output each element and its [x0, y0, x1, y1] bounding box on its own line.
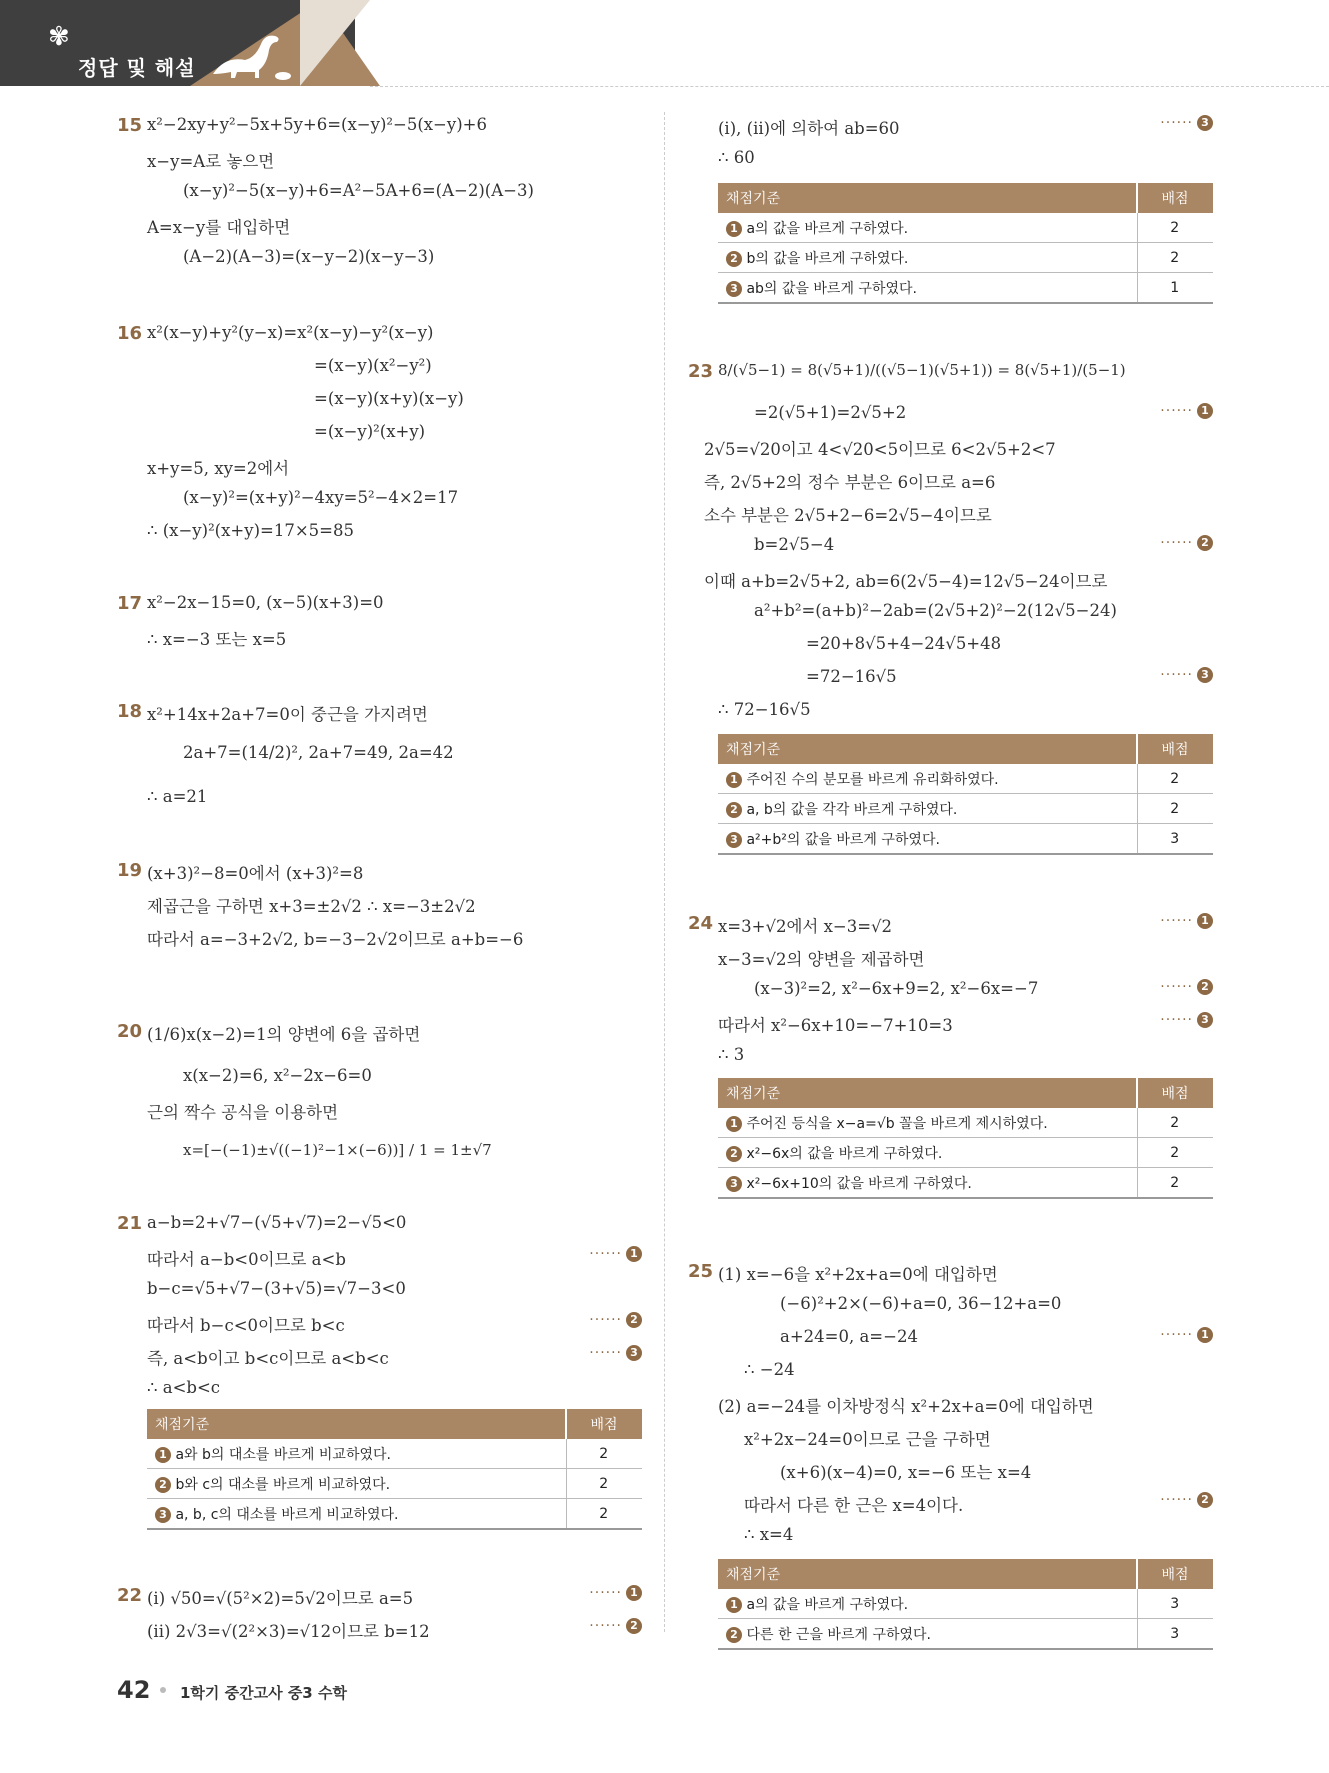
step-number-icon: 1	[726, 772, 742, 788]
step-marker: ······ 2	[1160, 1492, 1213, 1508]
step-marker: ······ 2	[589, 1312, 642, 1328]
solution-line: ∴ x=−3 또는 x=5	[147, 630, 287, 649]
solution-line: ∴ (x−y)²(x+y)=17×5=85	[147, 521, 354, 540]
step-number-icon: 2	[726, 802, 742, 818]
solution-line: =20+8√5+4−24√5+48	[806, 634, 1002, 653]
solution-line: x=[−(−1)±√((−1)²−1×(−6))] / 1 = 1±√7	[183, 1141, 492, 1159]
problem-number: 21	[117, 1213, 143, 1234]
solution-line: ∴ −24	[744, 1360, 795, 1379]
header-title: 정답 및 해설	[78, 56, 196, 80]
table-row: 3 a, b, c의 대소를 바르게 비교하였다. 2	[147, 1499, 642, 1530]
footer-separator	[160, 1687, 166, 1693]
solution-line: 따라서 다른 한 근은 x=4이다.	[744, 1496, 964, 1515]
scoring-table	[147, 1409, 642, 1530]
step-marker: ······ 3	[589, 1345, 642, 1361]
table-row: 2 다른 한 근을 바르게 구하였다. 3	[718, 1619, 1213, 1650]
solution-line: x²+2x−24=0이므로 근을 구하면	[744, 1430, 991, 1449]
step-number-icon: 2	[1197, 1492, 1213, 1508]
solution-line: (1) x=−6을 x²+2x+a=0에 대입하면	[718, 1265, 998, 1284]
step-number-icon: 1	[626, 1585, 642, 1601]
solution-line: 따라서 x²−6x+10=−7+10=3	[718, 1016, 953, 1035]
solution-line: x²+14x+2a+7=0이 중근을 가지려면	[147, 705, 428, 724]
criteria-header: 채점기준	[718, 1559, 1137, 1589]
step-marker: ······ 2	[1160, 535, 1213, 551]
step-number-icon: 3	[1197, 667, 1213, 683]
solution-line: b−c=√5+√7−(3+√5)=√7−3<0	[147, 1279, 406, 1298]
problem-number: 18	[117, 701, 143, 722]
solution-line: 소수 부분은 2√5+2−6=2√5−4이므로	[704, 506, 992, 525]
step-number-icon: 1	[1197, 403, 1213, 419]
solution-line: 제곱근을 구하면 x+3=±2√2 ∴ x=−3±2√2	[147, 897, 476, 916]
step-marker: ······ 3	[1160, 1012, 1213, 1028]
table-row: 2 b와 c의 대소를 바르게 비교하였다. 2	[147, 1469, 642, 1499]
step-number-icon: 1	[1197, 913, 1213, 929]
criteria-header: 채점기준	[718, 183, 1137, 213]
step-marker: ······ 1	[1160, 913, 1213, 929]
header-divider	[370, 86, 1329, 87]
problem-number: 23	[688, 361, 714, 382]
solution-line: =(x−y)²(x+y)	[314, 422, 426, 441]
step-marker: ······ 2	[589, 1618, 642, 1634]
step-number-icon: 1	[726, 1116, 742, 1132]
solution-line: =2(√5+1)=2√5+2	[754, 403, 907, 422]
solution-line: b=2√5−4	[754, 535, 835, 554]
table-row: 2 b의 값을 바르게 구하였다. 2	[718, 243, 1213, 273]
table-row: 1 a와 b의 대소를 바르게 비교하였다. 2	[147, 1439, 642, 1469]
step-marker: ······ 3	[1160, 667, 1213, 683]
solution-line: 따라서 b−c<0이므로 b<c	[147, 1316, 345, 1335]
step-number-icon: 3	[155, 1507, 171, 1523]
step-marker: ······ 1	[1160, 403, 1213, 419]
table-row: 1 주어진 등식을 x−a=√b 꼴을 바르게 제시하였다. 2	[718, 1108, 1213, 1138]
solution-line: (−6)²+2×(−6)+a=0, 36−12+a=0	[780, 1294, 1062, 1313]
problem-number: 20	[117, 1021, 143, 1042]
problem-number: 19	[117, 860, 143, 881]
step-marker: ······ 2	[1160, 979, 1213, 995]
solution-line: 따라서 a=−3+2√2, b=−3−2√2이므로 a+b=−6	[147, 930, 524, 949]
score-header: 배점	[1137, 1559, 1213, 1589]
problem-number: 22	[117, 1585, 143, 1606]
page-number: 42	[117, 1676, 151, 1704]
step-number-icon: 2	[726, 1146, 742, 1162]
problem-number: 24	[688, 913, 714, 934]
scoring-table	[718, 183, 1213, 304]
step-number-icon: 2	[1197, 979, 1213, 995]
solution-line: (x−y)²=(x+y)²−4xy=5²−4×2=17	[183, 488, 459, 507]
step-marker: ······ 1	[589, 1246, 642, 1262]
solution-line: (ii) 2√3=√(2²×3)=√12이므로 b=12	[147, 1622, 430, 1641]
solution-line: (i) √50=√(5²×2)=5√2이므로 a=5	[147, 1589, 414, 1608]
criteria-header: 채점기준	[718, 1078, 1137, 1108]
solution-line: ∴ a=21	[147, 787, 208, 806]
table-row: 1 주어진 수의 분모를 바르게 유리화하였다. 2	[718, 764, 1213, 794]
step-number-icon: 2	[726, 1627, 742, 1643]
table-row: 2 x²−6x의 값을 바르게 구하였다. 2	[718, 1138, 1213, 1168]
solution-line: x(x−2)=6, x²−2x−6=0	[183, 1066, 372, 1085]
step-number-icon: 2	[155, 1477, 171, 1493]
step-number-icon: 3	[1197, 115, 1213, 131]
solution-line: (x−3)²=2, x²−6x+9=2, x²−6x=−7	[754, 979, 1039, 998]
solution-line: ∴ 72−16√5	[718, 700, 811, 719]
solution-line: 이때 a+b=2√5+2, ab=6(2√5−4)=12√5−24이므로	[704, 572, 1108, 591]
header-decoration-light	[300, 0, 370, 86]
step-number-icon: 2	[626, 1618, 642, 1634]
problem-number: 16	[117, 323, 143, 344]
table-row: 1 a의 값을 바르게 구하였다. 2	[718, 213, 1213, 243]
solution-line: x²−2xy+y²−5x+5y+6=(x−y)²−5(x−y)+6	[147, 115, 487, 134]
step-number-icon: 2	[726, 251, 742, 267]
step-number-icon: 1	[726, 1597, 742, 1613]
solution-line: x²(x−y)+y²(y−x)=x²(x−y)−y²(x−y)	[147, 323, 434, 342]
page-header	[0, 0, 1329, 86]
step-number-icon: 3	[726, 1176, 742, 1192]
step-number-icon: 3	[726, 832, 742, 848]
scoring-table	[718, 1559, 1213, 1650]
solution-line: 2√5=√20이고 4<√20<5이므로 6<2√5+2<7	[704, 440, 1056, 459]
solution-line: a−b=2+√7−(√5+√7)=2−√5<0	[147, 1213, 407, 1232]
step-number-icon: 1	[155, 1447, 171, 1463]
solution-line: 2a+7=(14/2)², 2a+7=49, 2a=42	[183, 743, 454, 762]
score-header: 배점	[1137, 734, 1213, 764]
scoring-table	[718, 734, 1213, 855]
solution-line: (1/6)x(x−2)=1의 양변에 6을 곱하면	[147, 1025, 421, 1044]
solution-line: x=3+√2에서 x−3=√2	[718, 917, 893, 936]
table-row: 1 a의 값을 바르게 구하였다. 3	[718, 1589, 1213, 1619]
solution-line: (x+6)(x−4)=0, x=−6 또는 x=4	[780, 1463, 1032, 1482]
solution-line: ∴ x=4	[744, 1525, 794, 1544]
solution-line: x+y=5, xy=2에서	[147, 459, 290, 478]
solution-line: x−3=√2의 양변을 제곱하면	[718, 950, 925, 969]
scoring-table	[718, 1078, 1213, 1199]
solution-line: 즉, a<b이고 b<c이므로 a<b<c	[147, 1349, 389, 1368]
solution-line: A=x−y를 대입하면	[147, 218, 291, 237]
step-number-icon: 3	[726, 281, 742, 297]
solution-line: (x+3)²−8=0에서 (x+3)²=8	[147, 864, 364, 883]
solution-line: 8/(√5−1) = 8(√5+1)/((√5−1)(√5+1)) = 8(√5+1)/(5−1)	[718, 361, 1126, 379]
solution-line: (A−2)(A−3)=(x−y−2)(x−y−3)	[183, 247, 435, 266]
table-row: 3 ab의 값을 바르게 구하였다. 1	[718, 273, 1213, 304]
solution-line: (x−y)²−5(x−y)+6=A²−5A+6=(A−2)(A−3)	[183, 181, 534, 200]
solution-line: 근의 짝수 공식을 이용하면	[147, 1103, 339, 1122]
step-number-icon: 3	[1197, 1012, 1213, 1028]
solution-line: =72−16√5	[806, 667, 897, 686]
solution-line: a²+b²=(a+b)²−2ab=(2√5+2)²−2(12√5−24)	[754, 601, 1117, 620]
solution-line: x−y=A로 놓으면	[147, 152, 275, 171]
step-number-icon: 3	[626, 1345, 642, 1361]
score-header: 배점	[1137, 1078, 1213, 1108]
problem-number: 17	[117, 593, 143, 614]
step-marker: ······ 1	[589, 1585, 642, 1601]
dinosaur-icon	[205, 30, 295, 82]
solution-line: ∴ a<b<c	[147, 1378, 221, 1397]
solution-line: =(x−y)(x+y)(x−y)	[314, 389, 464, 408]
step-marker: ······ 3	[1160, 115, 1213, 131]
step-number-icon: 1	[726, 221, 742, 237]
palm-tree-icon: ✾	[48, 22, 70, 52]
solution-line: (i), (ii)에 의하여 ab=60	[718, 119, 900, 138]
step-number-icon: 1	[1197, 1327, 1213, 1343]
table-row: 3 a²+b²의 값을 바르게 구하였다. 3	[718, 824, 1213, 855]
step-number-icon: 2	[626, 1312, 642, 1328]
problem-number: 25	[688, 1261, 714, 1282]
solution-line: 따라서 a−b<0이므로 a<b	[147, 1250, 346, 1269]
solution-line: ∴ 3	[718, 1045, 745, 1064]
solution-line: =(x−y)(x²−y²)	[314, 356, 432, 375]
criteria-header: 채점기준	[718, 734, 1137, 764]
book-title: 1학기 중간고사 중3 수학	[180, 1684, 347, 1702]
solution-line: ∴ 60	[718, 148, 755, 167]
solution-line: 즉, 2√5+2의 정수 부분은 6이므로 a=6	[704, 473, 996, 492]
score-header: 배점	[566, 1409, 642, 1439]
score-header: 배점	[1137, 183, 1213, 213]
criteria-header: 채점기준	[147, 1409, 566, 1439]
step-number-icon: 1	[626, 1246, 642, 1262]
step-marker: ······ 1	[1160, 1327, 1213, 1343]
solution-line: x²−2x−15=0, (x−5)(x+3)=0	[147, 593, 384, 612]
table-row: 2 a, b의 값을 각각 바르게 구하였다. 2	[718, 794, 1213, 824]
solution-line: a+24=0, a=−24	[780, 1327, 918, 1346]
problem-number: 15	[117, 115, 143, 136]
table-row: 3 x²−6x+10의 값을 바르게 구하였다. 2	[718, 1168, 1213, 1199]
column-divider	[664, 112, 665, 1632]
solution-line: (2) a=−24를 이차방정식 x²+2x+a=0에 대입하면	[718, 1397, 1094, 1416]
step-number-icon: 2	[1197, 535, 1213, 551]
